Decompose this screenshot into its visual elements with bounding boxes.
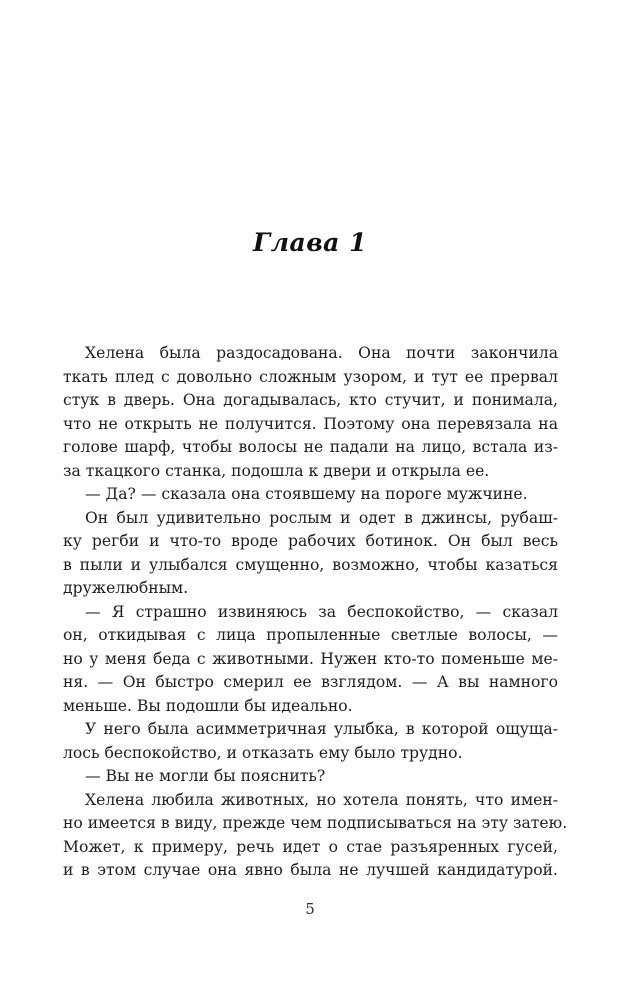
text-line: голове шарф, чтобы волосы не падали на лицо, встала из- (63, 438, 558, 456)
text-line: ткать плед с довольно сложным узором, и тут ее прервал (63, 367, 558, 386)
text-line: ку регби и что-то вроде рабочих ботинок. Он был весь (63, 532, 558, 550)
text-line: Он был удивительно рослым и одет в джинсы, рубаш- (85, 508, 558, 527)
text-line: Хелена любила животных, но хотела понять, что имен- (85, 790, 558, 809)
text-line: он, откидывая с лица пропыленные светлые волосы, — (63, 626, 558, 644)
text-line: стук в дверь. Она догадывалась, кто стучит, и понимала, (63, 391, 558, 409)
text-line: в пыли и улыбался смущенно, возможно, чтобы казаться (63, 555, 558, 574)
text-line: дружелюбным. (63, 579, 189, 597)
text-line: — Вы не могли бы пояснить? (85, 767, 326, 785)
text-line: Хелена была раздосадована. Она почти закончила (85, 344, 558, 362)
text-line: — Я страшно извиняюсь за беспокойство, — сказал (85, 602, 558, 621)
text-line: но имеется в виду, прежде чем подписываться на эту затею. (63, 814, 568, 832)
text-line: Может, к примеру, речь идет о стае разъяренных гусей, (63, 837, 558, 856)
text-line: ня. — Он быстро смерил ее взглядом. — А вы намного (63, 673, 558, 691)
chapter-title: Глава 1 (253, 228, 367, 257)
chapter-body (63, 342, 568, 883)
text-line: У него была асимметричная улыбка, в которой ощуща- (85, 720, 558, 738)
text-line: но у меня беда с животными. Нужен кто-то поменьше ме- (63, 649, 558, 668)
text-line: меньше. Вы подошли бы идеально. (63, 696, 353, 715)
text-line: — Да? — сказала она стоявшему на пороге мужчине. (85, 485, 528, 503)
page-number: 5 (305, 900, 315, 918)
text-line: за ткацкого станка, подошла к двери и открыла ее. (63, 461, 490, 480)
text-line: и в этом случае она явно была не лучшей кандидатурой. (63, 861, 558, 879)
text-line: что не открыть не получится. Поэтому она перевязала на (63, 414, 558, 433)
text-line: лось беспокойство, и отказать ему было трудно. (63, 743, 463, 762)
